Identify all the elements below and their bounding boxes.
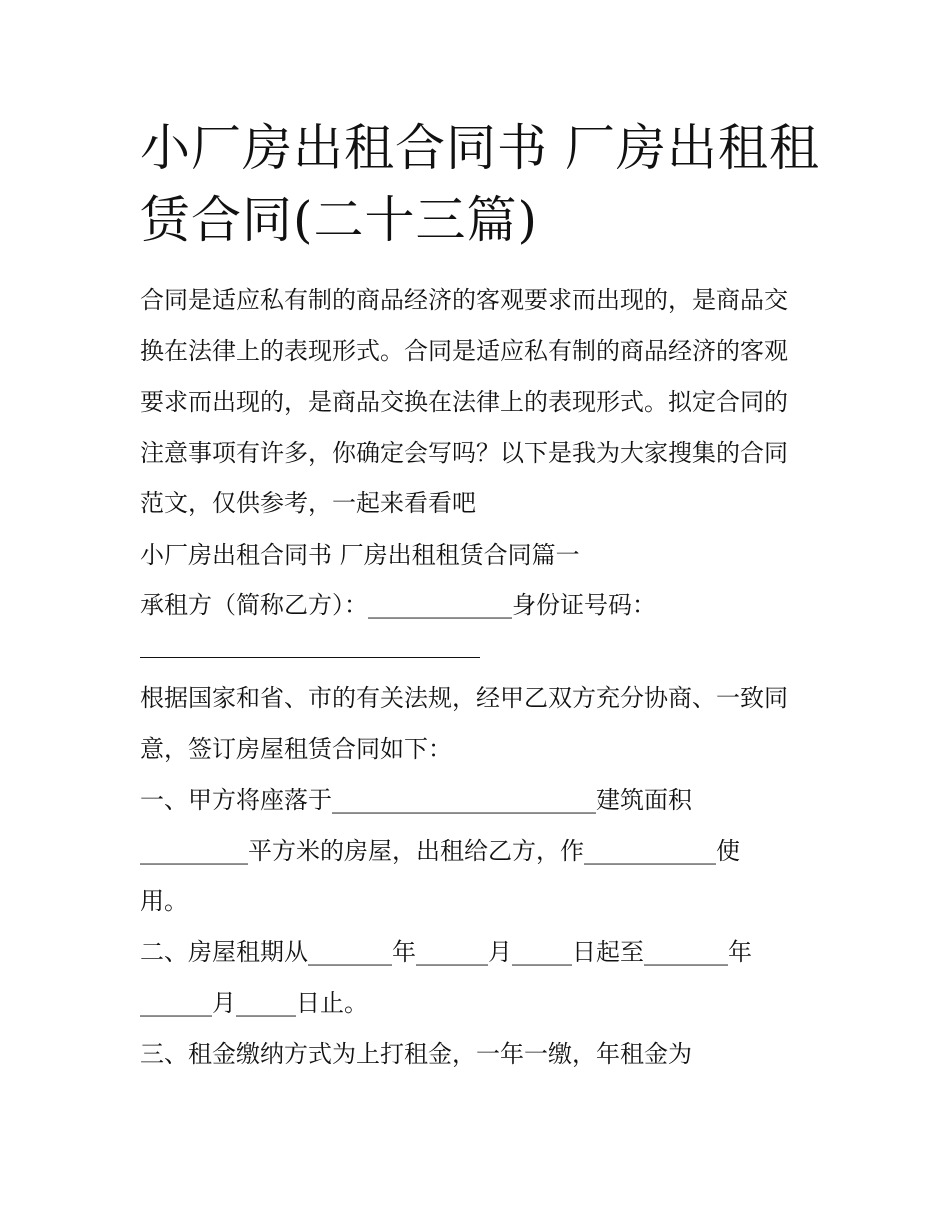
title-line-1: 小厂房出租合同书 厂房出租租 (140, 119, 820, 177)
section-heading: 小厂房出租合同书 厂房出租租赁合同篇一 (140, 541, 580, 569)
lessee-line: 承租方（简称乙方）：____________身份证号码： (140, 591, 656, 619)
intro-line-4: 注意事项有许多，你确定会写吗？以下是我为大家搜集的合同 (140, 439, 788, 467)
intro-line-1: 合同是适应私有制的商品经济的客观要求而出现的，是商品交 (140, 286, 788, 314)
intro-line-3: 要求而出现的，是商品交换在法律上的表现形式。拟定合同的 (140, 388, 788, 416)
clause-3-line-1: 三、租金缴纳方式为上打租金，一年一缴，年租金为 (140, 1040, 692, 1068)
id-number-blank (140, 657, 480, 658)
clause-1-line-2: _________平方米的房屋，出租给乙方，作___________使 (140, 837, 740, 865)
clause-1-line-3: 用。 (140, 887, 188, 915)
clause-2-line-1: 二、房屋租期从_______年______月_____日起至_______年 (140, 938, 752, 966)
agreement-line-1: 根据国家和省、市的有关法规，经甲乙双方充分协商、一致同 (140, 684, 788, 712)
intro-line-2: 换在法律上的表现形式。合同是适应私有制的商品经济的客观 (140, 337, 788, 365)
intro-line-5: 范文，仅供参考，一起来看看吧 (140, 489, 476, 517)
clause-2-line-2: ______月_____日止。 (140, 989, 368, 1017)
clause-1-line-1: 一、甲方将座落于______________________建筑面积 (140, 786, 692, 814)
agreement-line-2: 意，签订房屋租赁合同如下： (140, 735, 452, 763)
document-title (140, 112, 820, 256)
title-line-2: 赁合同(二十三篇) (140, 191, 539, 249)
